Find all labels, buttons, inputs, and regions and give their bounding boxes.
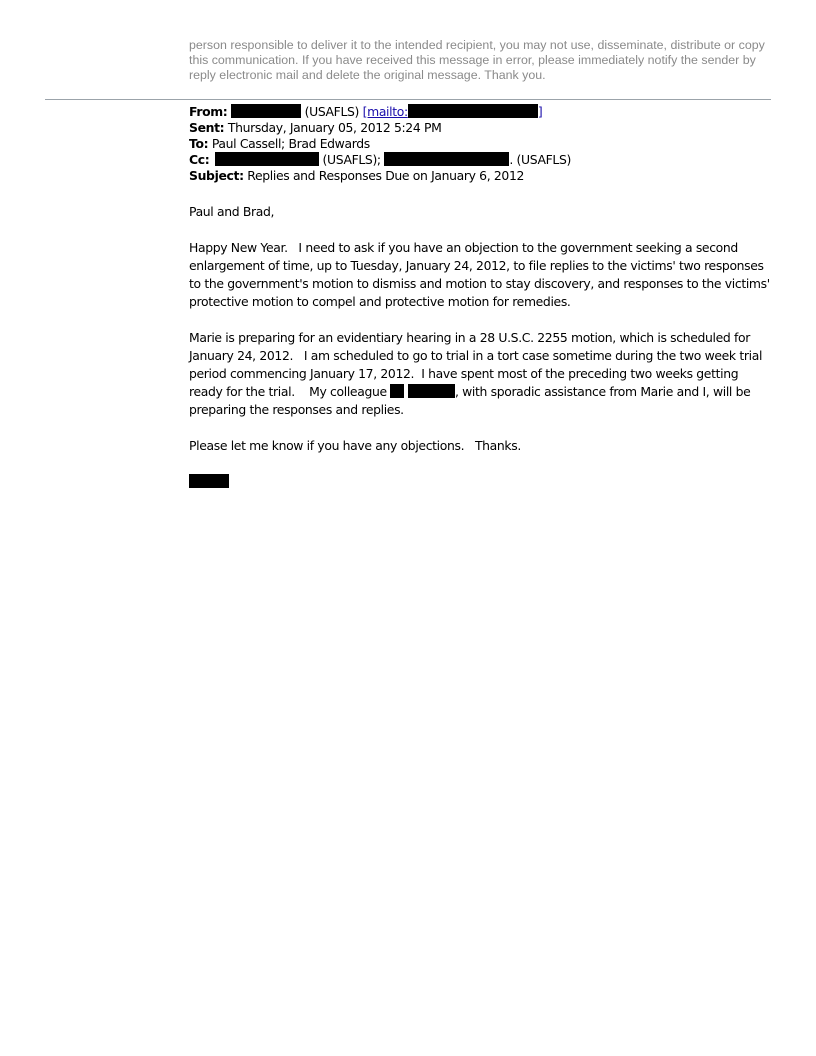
to-line [189, 136, 774, 152]
to-label: To: [189, 136, 209, 151]
redacted-colleague-last [408, 384, 455, 398]
redacted-sender-name [231, 104, 301, 118]
from-label: From: [189, 104, 228, 119]
subject-line [189, 168, 774, 184]
from-line [189, 104, 774, 120]
redacted-cc-name-1 [215, 152, 319, 166]
mailto-link[interactable]: [mailto: ] [362, 104, 543, 119]
body-paragraph-2: Marie is preparing for an evidentiary hearing in a 28 U.S.C. 2255 motion, which is scheduled for January 24, 2012. I am scheduled to go to trial in a tort case sometime during the two week trial period commencing January 17, 2012. I have spent most of the preceding two weeks getting ready for the trial. My colleague , with sporadic assistance from Marie and I, will be preparing the responses and replies. [189, 330, 766, 417]
redacted-colleague-first [390, 384, 404, 398]
from-org: (USAFLS) [304, 104, 360, 119]
redacted-signature [189, 474, 229, 488]
sent-label: Sent: [189, 120, 225, 135]
subject-value: Replies and Responses Due on January 6, 2012 [247, 168, 525, 183]
sent-value: Thursday, January 05, 2012 5:24 PM [227, 120, 442, 135]
to-value: Paul Cassell; Brad Edwards [211, 136, 370, 151]
redacted-cc-name-2 [384, 152, 509, 166]
body-paragraph-3: Please let me know if you have any objections. Thanks. [189, 438, 521, 453]
email-body [189, 203, 774, 488]
cc-label: Cc: [189, 152, 210, 167]
email-message [189, 104, 774, 488]
sent-line [189, 120, 774, 136]
disclaimer-text: person responsible to deliver it to the intended recipient, you may not use, disseminate, distribute or copy this communication. If you have received this message in error, please immediately notify the sender by reply electronic mail and delete the original message. Thank you. [189, 38, 765, 82]
greeting: Paul and Brad, [189, 204, 275, 219]
message-divider [45, 99, 771, 100]
cc-line [189, 152, 774, 168]
body-paragraph-1: Happy New Year. I need to ask if you have an objection to the government seeking a second enlargement of time, up to Tuesday, January 24, 2012, to file replies to the victims' two responses to the government's motion to dismiss and motion to stay discovery, and responses to the victims' protective motion to compel and protective motion for remedies. [189, 240, 774, 309]
redacted-sender-email [408, 104, 538, 118]
cc-org-1: (USAFLS); [322, 152, 381, 167]
cc-org-2: . (USAFLS) [509, 152, 571, 167]
subject-label: Subject: [189, 168, 244, 183]
